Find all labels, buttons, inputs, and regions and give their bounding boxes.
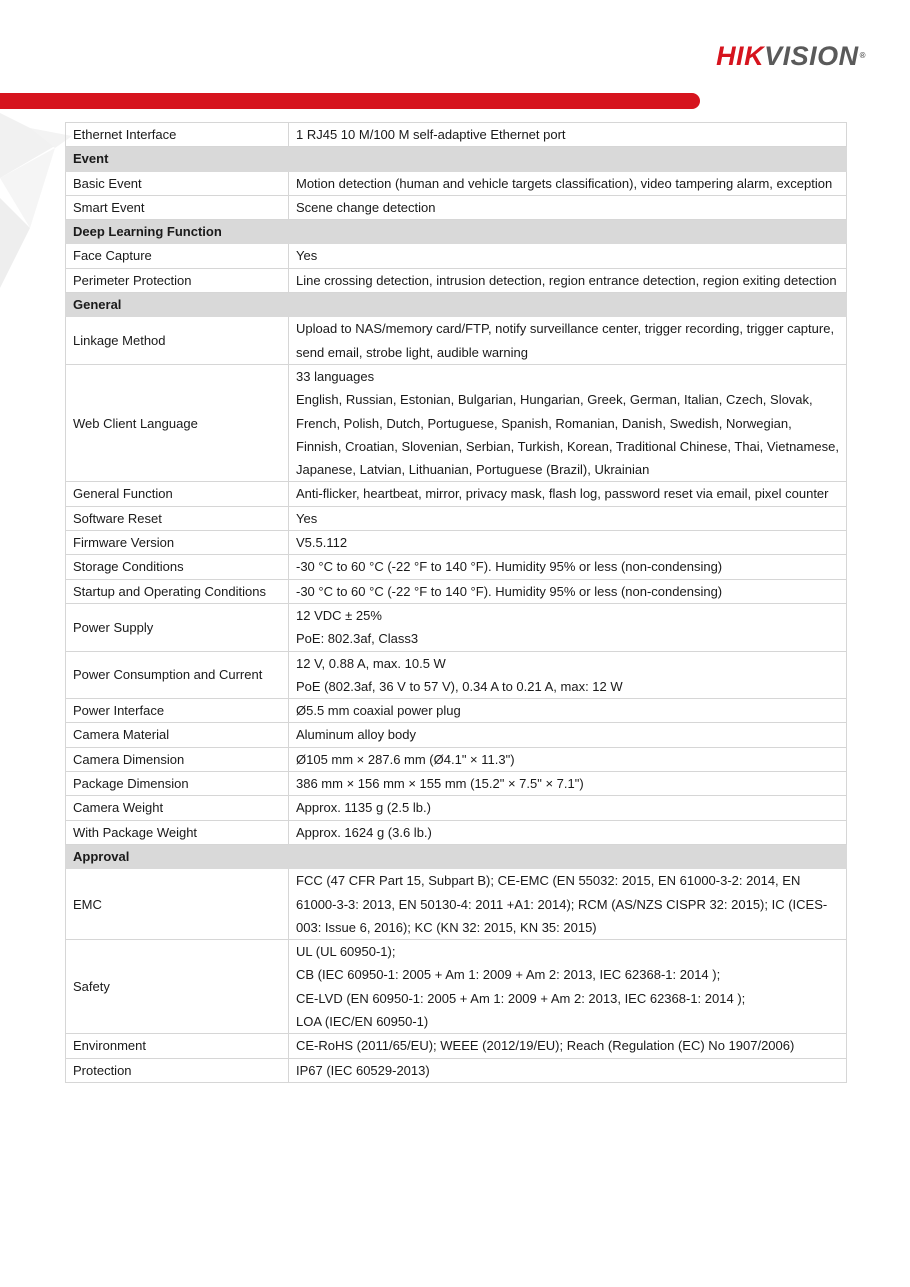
spec-value	[289, 482, 847, 506]
table-row	[66, 723, 847, 747]
spec-value	[289, 317, 847, 365]
spec-value	[289, 1058, 847, 1082]
spec-value-line: CB (IEC 60950-1: 2005 + Am 1: 2009 + Am 2: 2013, IEC 62368-1: 2014 );	[296, 967, 721, 983]
spec-label: EMC	[66, 869, 289, 940]
spec-value-line: Line crossing detection, intrusion detection, region entrance detection, region exiting detection	[296, 272, 837, 288]
logo-registered-mark: ®	[859, 51, 866, 60]
spec-value-line: Scene change detection	[296, 199, 436, 215]
spec-value-line: 12 VDC ± 25%	[296, 607, 382, 623]
spec-label: Power Consumption and Current	[66, 651, 289, 699]
spec-value	[289, 869, 847, 940]
spec-value-line: -30 °C to 60 °C (-22 °F to 140 °F). Humidity 95% or less (non-condensing)	[296, 583, 723, 599]
spec-label: Environment	[66, 1034, 289, 1058]
spec-value-line: UL (UL 60950-1);	[296, 944, 396, 960]
spec-value-line: Approx. 1135 g (2.5 lb.)	[296, 800, 431, 816]
table-row	[66, 772, 847, 796]
spec-label: Ethernet Interface	[66, 123, 289, 147]
spec-label: Face Capture	[66, 244, 289, 268]
table-row	[66, 268, 847, 292]
spec-value	[289, 555, 847, 579]
spec-value-line: English, Russian, Estonian, Bulgarian, Hungarian, Greek, German, Italian, Czech, Slovak, French, Polish, Dutch, Portuguese, Spanish, Romanian, Danish, Swedish, Norwegian, Finnish, Croatian, Slovenian, Serbian, Turkish, Korean, Traditional Chinese, Thai, Vietnamese, Japanese, Latvian, Lithuanian, Portuguese (Brazil), Ukrainian	[296, 392, 839, 478]
spec-value-line: 33 languages	[296, 368, 375, 384]
spec-value	[289, 268, 847, 292]
spec-value	[289, 1034, 847, 1058]
table-row	[66, 579, 847, 603]
section-title: Approval	[66, 844, 847, 868]
table-row	[66, 820, 847, 844]
spec-label: Firmware Version	[66, 531, 289, 555]
spec-label: Power Supply	[66, 603, 289, 651]
spec-value	[289, 244, 847, 268]
spec-label: Linkage Method	[66, 317, 289, 365]
spec-label: Camera Dimension	[66, 747, 289, 771]
table-row	[66, 603, 847, 651]
spec-label: Protection	[66, 1058, 289, 1082]
spec-value-line: Yes	[296, 510, 318, 526]
spec-value-line: Approx. 1624 g (3.6 lb.)	[296, 824, 432, 840]
table-row	[66, 123, 847, 147]
spec-label: Basic Event	[66, 171, 289, 195]
spec-label: General Function	[66, 482, 289, 506]
spec-value	[289, 723, 847, 747]
table-row	[66, 555, 847, 579]
spec-label: Storage Conditions	[66, 555, 289, 579]
table-row	[66, 317, 847, 365]
spec-value	[289, 579, 847, 603]
spec-value	[289, 364, 847, 481]
spec-value-line: V5.5.112	[296, 535, 348, 551]
spec-label: Software Reset	[66, 506, 289, 530]
spec-value-line: Aluminum alloy body	[296, 727, 416, 743]
spec-value	[289, 506, 847, 530]
table-row	[66, 244, 847, 268]
table-row	[66, 364, 847, 481]
logo-vision: VISION	[764, 41, 859, 71]
spec-value-line: 386 mm × 156 mm × 155 mm (15.2" × 7.5" × 7.1")	[296, 776, 584, 792]
spec-label: Startup and Operating Conditions	[66, 579, 289, 603]
spec-value-line: FCC (47 CFR Part 15, Subpart B); CE-EMC (EN 55032: 2015, EN 61000-3-2: 2014, EN 61000-3-3: 2013, EN 50130-4: 2011 +A1: 2014); RCM (AS/NZS CISPR 32: 2015); IC (ICES-003: Issue 6, 2016); KC (KN 32: 2015, KN 35: 2015)	[296, 873, 828, 935]
spec-label: Package Dimension	[66, 772, 289, 796]
table-row	[66, 506, 847, 530]
spec-label: Camera Material	[66, 723, 289, 747]
spec-table	[65, 122, 847, 1083]
spec-value-line: IP67 (IEC 60529-2013)	[296, 1062, 430, 1078]
spec-label: Smart Event	[66, 195, 289, 219]
spec-label: Perimeter Protection	[66, 268, 289, 292]
section-header-row	[66, 220, 847, 244]
table-row	[66, 1058, 847, 1082]
spec-value	[289, 603, 847, 651]
section-title: Event	[66, 147, 847, 171]
table-row	[66, 869, 847, 940]
table-row	[66, 940, 847, 1034]
spec-value	[289, 699, 847, 723]
spec-value	[289, 651, 847, 699]
spec-value	[289, 171, 847, 195]
section-title: Deep Learning Function	[66, 220, 847, 244]
section-header-row	[66, 844, 847, 868]
spec-value	[289, 747, 847, 771]
table-row	[66, 171, 847, 195]
spec-value-line: Yes	[296, 248, 318, 264]
spec-value-line: 1 RJ45 10 M/100 M self-adaptive Ethernet port	[296, 127, 566, 142]
spec-value-line: LOA (IEC/EN 60950-1)	[296, 1013, 429, 1029]
spec-value-line: -30 °C to 60 °C (-22 °F to 140 °F). Humidity 95% or less (non-condensing)	[296, 559, 723, 575]
logo-hik: HIK	[716, 41, 765, 71]
spec-value-line: PoE (802.3af, 36 V to 57 V), 0.34 A to 0.21 A, max: 12 W	[296, 678, 623, 694]
table-row	[66, 531, 847, 555]
table-row	[66, 195, 847, 219]
spec-value	[289, 940, 847, 1034]
spec-value	[289, 531, 847, 555]
spec-value-line: Ø105 mm × 287.6 mm (Ø4.1" × 11.3")	[296, 751, 515, 767]
table-row	[66, 796, 847, 820]
spec-value	[289, 820, 847, 844]
spec-value-line: Upload to NAS/memory card/FTP, notify surveillance center, trigger recording, trigger capture, send email, strobe light, audible warning	[296, 321, 835, 360]
spec-label: Safety	[66, 940, 289, 1034]
spec-value-line: Ø5.5 mm coaxial power plug	[296, 703, 461, 719]
table-row	[66, 651, 847, 699]
spec-value	[289, 123, 847, 147]
spec-label: With Package Weight	[66, 820, 289, 844]
spec-value-line: CE-RoHS (2011/65/EU); WEEE (2012/19/EU); Reach (Regulation (EC) No 1907/2006)	[296, 1038, 795, 1054]
spec-value-line: 12 V, 0.88 A, max. 10.5 W	[296, 655, 446, 671]
spec-value	[289, 772, 847, 796]
section-header-row	[66, 147, 847, 171]
table-row	[66, 1034, 847, 1058]
spec-table-body	[66, 123, 847, 1083]
table-row	[66, 747, 847, 771]
spec-value-line: PoE: 802.3af, Class3	[296, 631, 419, 647]
spec-value-line: CE-LVD (EN 60950-1: 2005 + Am 1: 2009 + Am 2: 2013, IEC 62368-1: 2014 );	[296, 990, 746, 1006]
table-row	[66, 482, 847, 506]
spec-value	[289, 796, 847, 820]
section-header-row	[66, 293, 847, 317]
spec-value-line: Motion detection (human and vehicle targets classification), video tampering alarm, exception	[296, 175, 833, 191]
spec-label: Camera Weight	[66, 796, 289, 820]
spec-value	[289, 195, 847, 219]
spec-label: Power Interface	[66, 699, 289, 723]
hikvision-logo	[716, 40, 866, 72]
spec-value-line: Anti-flicker, heartbeat, mirror, privacy mask, flash log, password reset via email, pixel counter	[296, 486, 829, 502]
table-row	[66, 699, 847, 723]
section-title: General	[66, 293, 847, 317]
header-red-band	[0, 93, 700, 109]
spec-label: Web Client Language	[66, 364, 289, 481]
